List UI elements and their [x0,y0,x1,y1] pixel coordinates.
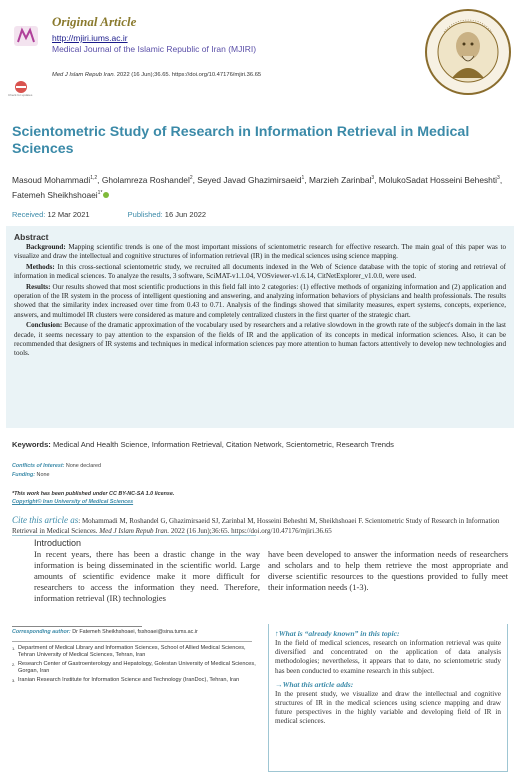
journal-logo-icon [12,22,40,50]
cite-text: : Mohammadi M, Roshandel G, Ghazimirsaeid SJ, Zarinbal M, Hosseini Beheshti M, Sheikhshoaei F. Scientometric Study of Research in Information Retrieval in Medical Sciences. [12,517,500,535]
already-known-heading: ↑What is “already known” in this topic: [275,629,400,638]
methods-text: In this cross-sectional scientometric study, we recruited all documents indexed in the Web of Science database with the topic of storing and retrieval of information in medical sciences. To analyze the results, 3 software, SciMAT-v1.1.04, VOSviewer-v1.6.14, CitNetExplorer_v1.0.0, were used. [14,262,506,281]
journal-name: Medical Journal of the Islamic Republic of Iran (MJIRI) [52,44,257,54]
abstract-methods [14,263,506,282]
article-dates [12,210,242,219]
author-affil: 1 [301,175,305,181]
journal-seal-logo [424,8,512,96]
copyright-link[interactable]: Copyright© Iran University of Medical Sciences [12,499,134,505]
divider [12,626,142,627]
orcid-icon[interactable] [103,192,109,198]
author-affil: 3 [371,175,375,181]
affiliation-number: 3. [12,677,16,683]
header-citation [52,72,261,78]
key-points-box [268,624,508,772]
abstract-heading: Abstract [14,232,49,242]
affiliation-text: Department of Medical Library and Information Sciences, School of Allied Medical Sciences, Tehran University of Medical Sciences, Tehran, Iran [18,645,246,659]
crossmark-icon[interactable] [12,80,30,94]
introduction-heading: Introduction [12,535,256,549]
declarations [12,462,101,480]
corresponding-author [12,629,198,635]
affiliation-text: Research Center of Gastroenterology and Hepatology, Golestan University of Medical Sciences, Gorgan, Iran [18,660,256,675]
received-value: 12 Mar 2021 [47,210,90,219]
abstract-results [14,283,506,321]
conclusion-label: Conclusion: [26,321,63,330]
cite-journal: Med J Islam Repub Iran. [99,526,170,535]
affiliation-text: Iranian Research Institute for Information Science and Technology (IranDoc), Tehran, Iran [18,676,240,683]
received-date [12,210,90,219]
journal-logo [8,22,44,66]
cite-this-article [12,516,508,537]
already-known-text: In the field of medical sciences, research on information retrieval was quite diversified and concentrated on the application of data analysis methodologies; nevertheless, it appears that to date, no scientometric study has been conducted to examine research in this subject. [275,639,501,675]
author-name: Fatemeh Sheikhshoaei [12,189,98,200]
affiliation-item [12,661,256,676]
published-date [128,210,206,219]
published-value: 16 Jun 2022 [164,210,207,219]
article-adds-heading: →What this article adds: [275,679,354,689]
keywords [12,440,508,449]
keywords-label: Keywords: [12,440,51,449]
author-name: Marzieh Zarinbal [308,174,372,185]
keywords-text: Medical And Health Science, Information Retrieval, Citation Network, Scientometric, Research Trends [50,440,394,449]
header-citation-rest: 2022 (16 Jun);36.65. https://doi.org/10.47176/mjiri.36.65 [115,72,262,78]
article-adds-text: In the present study, we visualize and draw the intellectual and cognitive structures of IR in the medical sciences using science mapping and draw future perspectives in the highly variable and developing field of IR in medical sciences. [275,689,501,726]
cite-label: Cite this article as [12,515,79,525]
author-name: Gholamreza Roshandel [101,174,190,185]
author-name: Seyed Javad Ghazimirsaeid [197,174,302,185]
author-name: Masoud Mohammadi [12,174,91,185]
affiliation-number: 2. [12,661,16,667]
affiliation-item [12,677,256,684]
corresponding-text: Dr Fatemeh Sheikhshoaei, fsshoaei@sina.tums.ac.ir [70,629,198,635]
methods-label: Methods: [26,262,55,271]
author-name: MolukoSadat Hosseini Beheshti [378,174,498,185]
page-header [0,0,520,96]
affiliation-item [12,645,256,660]
received-label: Received: [12,210,46,219]
crossmark-label: Check for updates [8,93,33,97]
coi-text: None declared [64,463,101,469]
results-text: Our results showed that most scientific productions in this field fall into 2 categories: (1) effective methods of organizing information and (2) application and operation of the IR system in the process of intelligent questioning and answering, and analyzing information behaviors of physicians and health professionals. The results showed that the similarity index increased over time from 0.43 to 0.71. Analysis of the findings showed that similarity measures, expert systems, concepts, experience, answers, and multimodel IR clusters were considered as mature and completely centralized clusters in the first quarter of the strategic chart. [14,282,506,319]
author-list: Masoud Mohammadi$^{1,2}$, Gholamreza Roshandel$^2$, Seyed Javad Ghazimirsaeid$^1$, Marzieh Zarinbal$^3$, MolukoSadat Hosseini Beheshti$^3$, Fatemeh Sheikhshoaei$^{1*}$ [12,174,503,200]
license-note [12,490,174,506]
conclusion-text: Because of the dramatic approximation of the vocabulary used by researchers and a relative slowdown in the growth rate of the subject's domain in the last decade, it seems necessary to pay attention to the expansion of the fields of IR and the application of its concepts in medical information sciences. Also, it can be recommended that designers of IR systems and techniques in medical information sciences pay more attention to human factors attentively to develop new technologies and tools. [14,321,506,358]
intro-column-2: have been developed to answer the information needs of researchers and scholars and to help them retrieve the most appropriate and diverse scientific resources to the questions provided to fully meet their information needs (1-3). [268,549,508,593]
corresponding-label: Corresponding author: [12,629,71,635]
abstract-box [6,226,514,428]
abstract-background [14,243,506,262]
author-affil: 3 [497,175,500,181]
results-label: Results: [26,282,51,291]
affiliations [12,645,256,685]
journal-url-link[interactable]: http://mjiri.iums.ac.ir [52,33,128,43]
published-label: Published: [127,210,163,219]
cite-tail: 2022 (16 Jun);36:65. https://doi.org/10.47176/mjiri.36.65 [169,526,332,535]
affiliation-number: 1. [12,646,16,651]
funding-text: None [35,472,50,478]
divider [12,641,252,642]
header-citation-journal: Med J Islam Repub Iran. [52,72,116,78]
article-title: Scientometric Study of Research in Information Retrieval in Medical Sciences [12,124,470,157]
abstract-conclusion [14,321,506,359]
background-text: Mapping scientific trends is one of the most important missions of scientometric research for effective research. The main goal of this paper was to visualize and draw the intellectual and cognitive structures of information retrieval (IR) in the medical sciences using science mapping. [14,243,506,261]
license-text: *This work has been published under CC BY-NC-SA 1.0 license. [12,491,175,497]
article-type: Original Article [52,14,137,29]
author-affil: 2 [189,175,193,181]
author-affil: 1,2 [90,175,98,181]
background-label: Background: [26,243,66,251]
author-affil: 1* [97,189,103,196]
coi-label: Conflicts of Interest: [12,463,65,469]
funding-label: Funding: [12,472,36,478]
intro-column-1: In recent years, there has been a drastic change in the way information is being disseminated in the scientific world. Large amounts of scientific evidence make it more difficult for researchers to access the information they need. Therefore, information retrieval (IR) technologies [34,549,260,604]
